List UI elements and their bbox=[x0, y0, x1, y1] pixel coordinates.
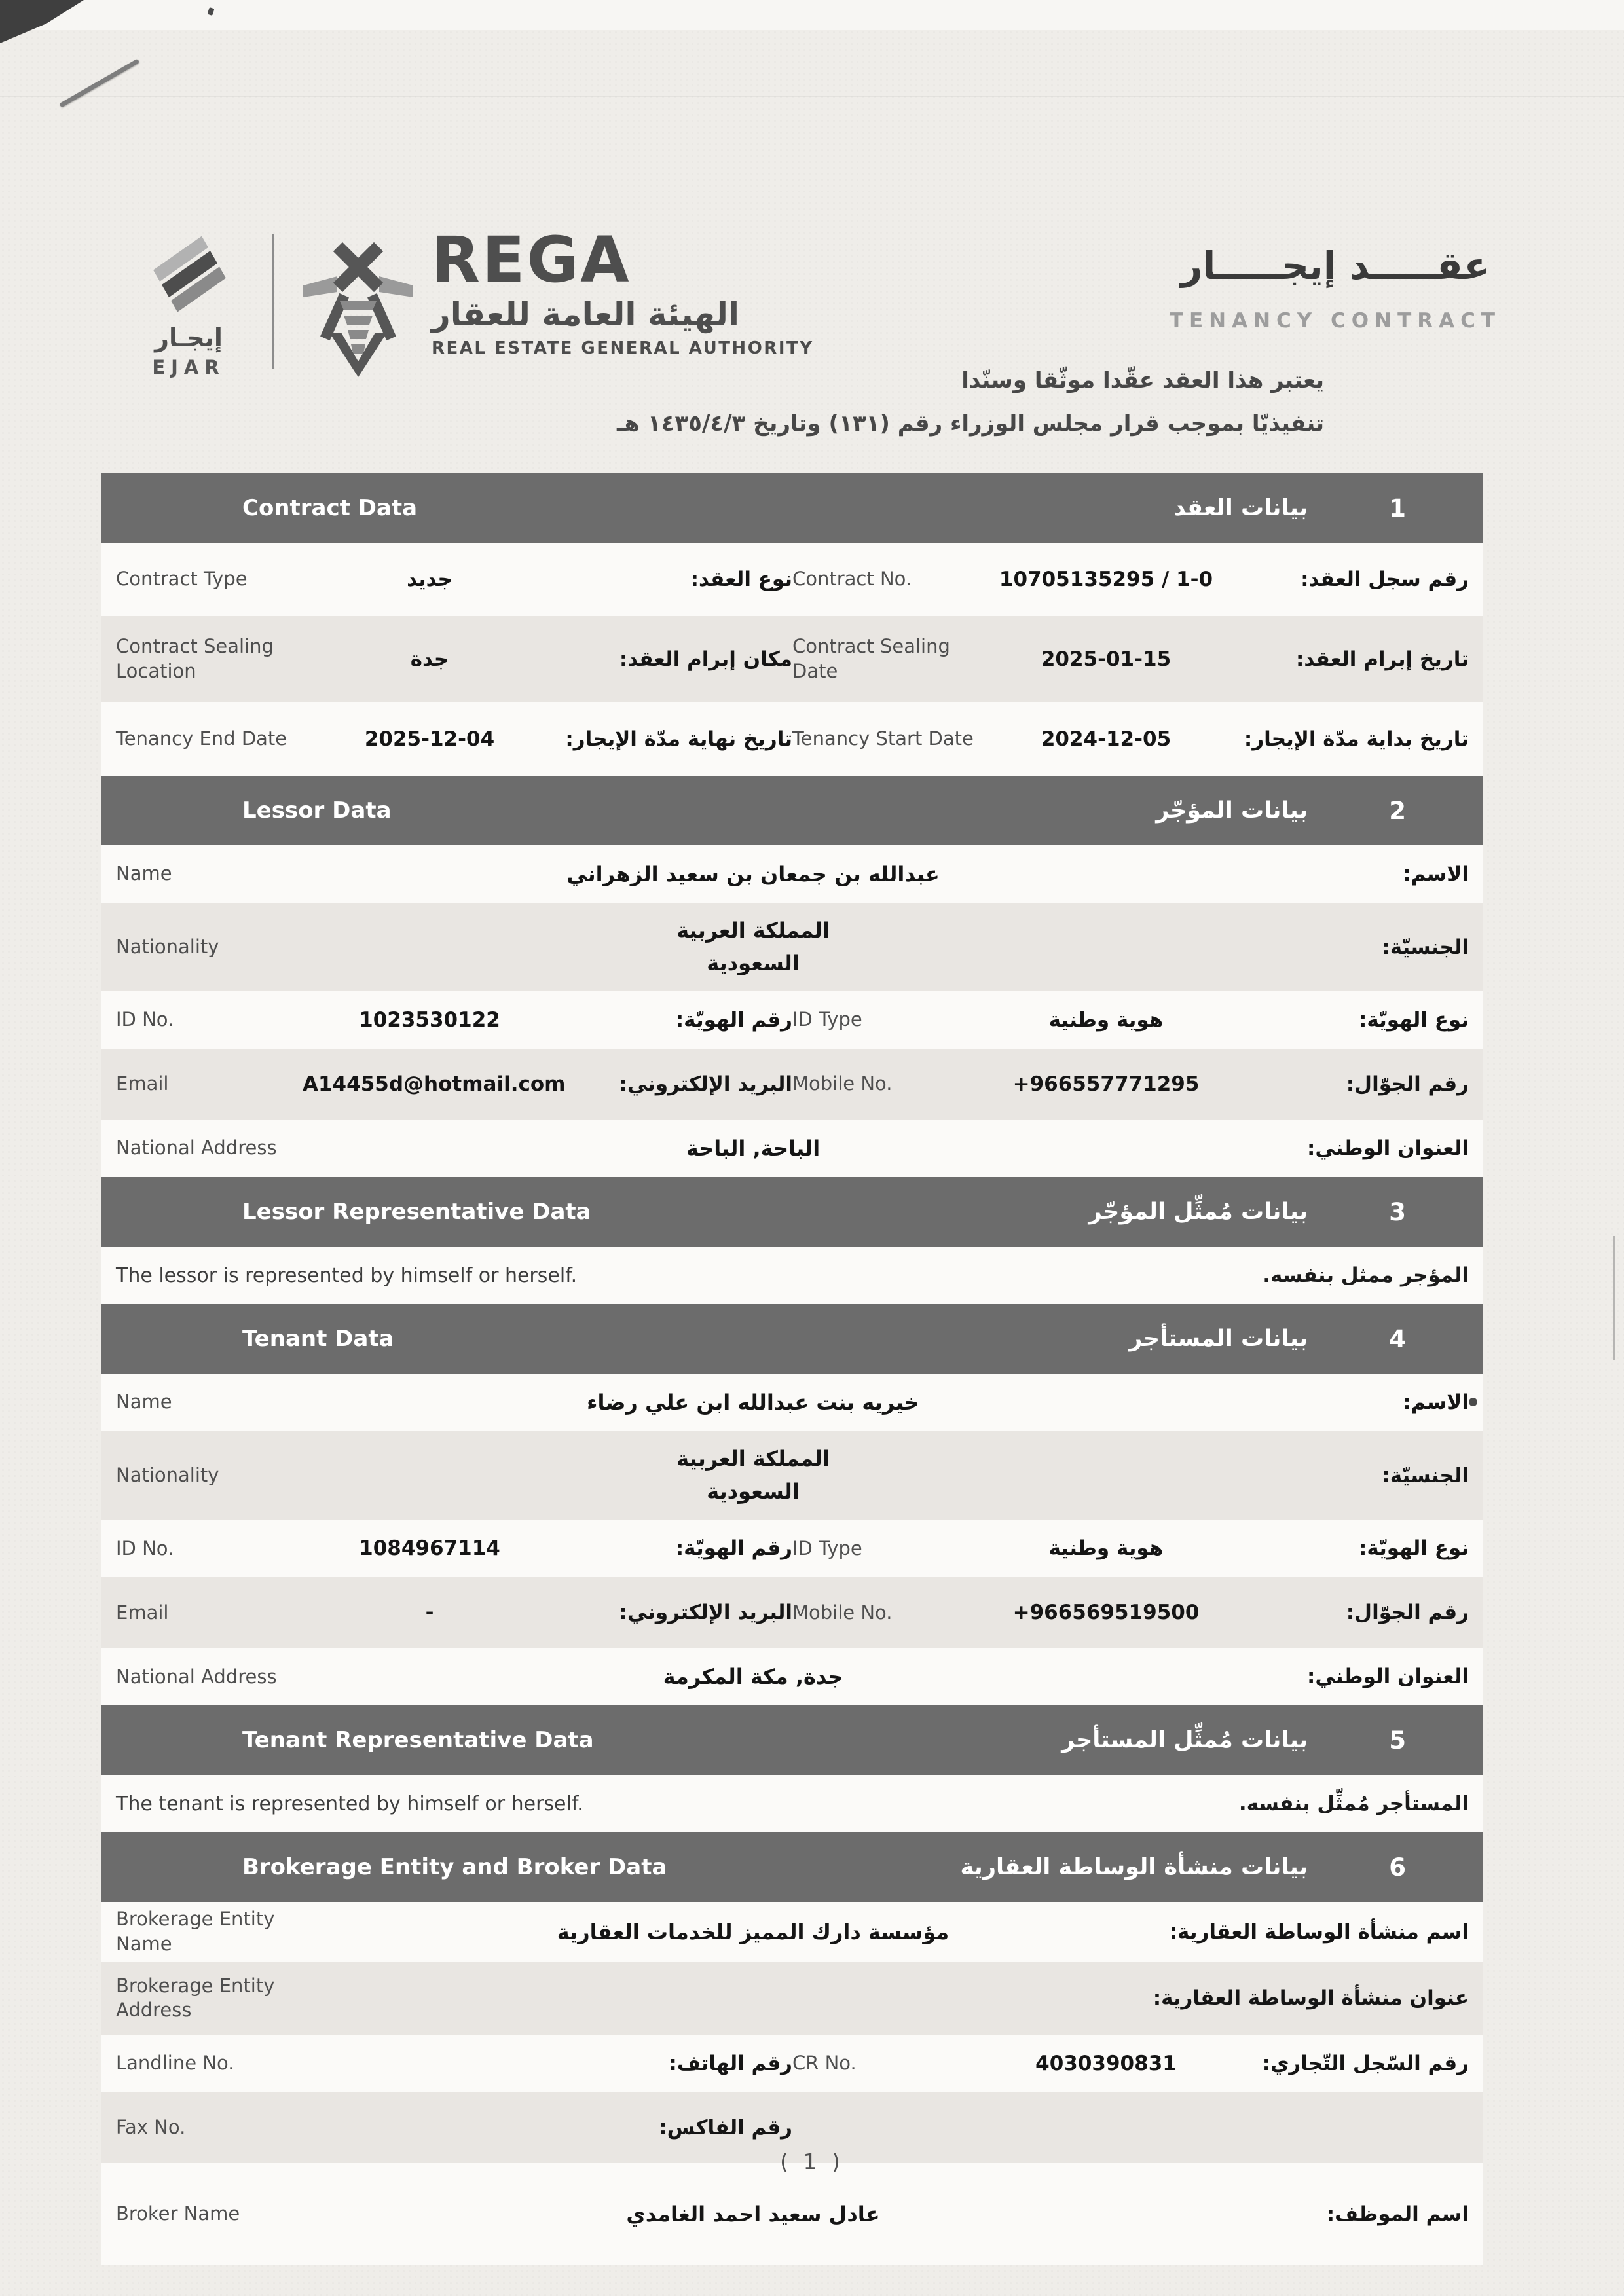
field-label-ar: نوع الهويّة: bbox=[1358, 1008, 1469, 1032]
table-row bbox=[101, 543, 1483, 616]
field-value: هوية وطنية bbox=[1048, 1008, 1164, 1032]
field-tenant-name bbox=[101, 1374, 1483, 1431]
document-title-latin: TENANCY CONTRACT bbox=[1169, 309, 1501, 333]
field-tenant-national-address bbox=[101, 1648, 1483, 1705]
section-title-en: Brokerage Entity and Broker Data bbox=[242, 1854, 667, 1881]
rega-wordmark: REGA bbox=[432, 223, 631, 297]
statement-ar: المؤجر ممثل بنفسه. bbox=[1263, 1264, 1469, 1288]
field-value: +966569519500 bbox=[1012, 1601, 1200, 1625]
field-label-en: Brokerage Entity Name bbox=[116, 1908, 275, 1956]
section-title-en: Tenant Representative Data bbox=[242, 1727, 594, 1754]
field-value: الباحة, الباحة bbox=[686, 1136, 821, 1161]
section-number: 1 bbox=[1389, 494, 1406, 522]
field-label-ar: البريد الإلكتروني: bbox=[619, 1601, 792, 1625]
table-row bbox=[101, 702, 1483, 776]
section-header bbox=[101, 1304, 1483, 1374]
section-header bbox=[101, 1832, 1483, 1902]
section-title-ar: بيانات المستأجر bbox=[1129, 1326, 1308, 1353]
intro-line-1: يعتبر هذا العقد عقّدا موثّقا وسنّدا bbox=[961, 367, 1324, 393]
section-title-ar: بيانات المؤجّر bbox=[1156, 797, 1308, 824]
field-label-en: Email bbox=[116, 1601, 169, 1624]
section-title-en: Lessor Representative Data bbox=[242, 1199, 591, 1226]
field-value: 2025-12-04 bbox=[364, 727, 495, 751]
field-label-ar: نوع العقد: bbox=[690, 568, 792, 591]
field-value: مؤسسة دارك المميز للخدمات العقارية bbox=[557, 1920, 950, 1945]
section-title-en: Tenant Data bbox=[242, 1326, 394, 1353]
field-label-ar: تاريخ بداية مدّة الإيجار: bbox=[1244, 727, 1469, 751]
section-title-ar: بيانات العقد bbox=[1173, 495, 1308, 521]
field-label-ar: مكان إبرام العقد: bbox=[619, 647, 792, 671]
field-value: 2025-01-15 bbox=[1041, 647, 1172, 671]
field-label-en: Tenancy Start Date bbox=[792, 727, 974, 750]
section-number: 2 bbox=[1389, 796, 1406, 825]
field-value: المملكة العربية السعودية bbox=[676, 1446, 830, 1504]
rega-emblem-icon bbox=[302, 230, 415, 380]
field-label-ar: رقم الهويّة: bbox=[675, 1008, 792, 1032]
statement-en: The lessor is represented by himself or herself. bbox=[116, 1264, 578, 1287]
representative-statement bbox=[101, 1775, 1483, 1832]
staple-mark bbox=[59, 58, 139, 107]
field-label-ar: رقم الجوّال: bbox=[1346, 1601, 1469, 1625]
field-label-en: Nationality bbox=[116, 1463, 219, 1486]
rega-name-latin: REAL ESTATE GENERAL AUTHORITY bbox=[432, 338, 814, 359]
field-lessor-nationality bbox=[101, 909, 1483, 985]
section-lessor-data bbox=[101, 776, 1483, 1177]
intro-statement bbox=[617, 359, 1324, 446]
field-sealing-location bbox=[116, 634, 792, 683]
field-label-ar: اسم منشأة الوساطة العقارية: bbox=[1169, 1920, 1469, 1944]
field-value: جدة bbox=[410, 647, 449, 671]
field-tenant-nationality bbox=[101, 1438, 1483, 1513]
field-label-ar: رقم السّجل التّجاري: bbox=[1262, 2052, 1469, 2076]
field-label-en: CR No. bbox=[792, 2052, 857, 2075]
scan-fold-line bbox=[0, 96, 1624, 97]
section-tenant-data bbox=[101, 1304, 1483, 1705]
field-label-ar: رقم الهويّة: bbox=[675, 1537, 792, 1561]
field-value: - bbox=[425, 1601, 434, 1625]
field-fax-number bbox=[116, 2115, 792, 2140]
field-label-en: Tenancy End Date bbox=[116, 727, 287, 750]
field-lessor-name bbox=[101, 845, 1483, 903]
ejar-wordmark-latin: EJAR bbox=[152, 356, 225, 378]
field-value: المملكة العربية السعودية bbox=[676, 918, 830, 975]
field-label-en: ID Type bbox=[792, 1008, 862, 1031]
section-header bbox=[101, 1177, 1483, 1247]
section-title-ar: بيانات مُمثِّل المؤجّر bbox=[1088, 1199, 1308, 1226]
field-label-en: Landline No. bbox=[116, 2052, 234, 2075]
scan-edge-mark bbox=[1613, 1236, 1615, 1360]
section-title-ar: بيانات منشأة الوساطة العقارية bbox=[960, 1854, 1308, 1881]
statement-en: The tenant is represented by himself or herself. bbox=[116, 1792, 583, 1815]
field-value: عبدالله بن جمعان بن سعيد الزهراني bbox=[566, 862, 940, 886]
ejar-logo bbox=[130, 230, 248, 378]
field-label-ar: رقم الهاتف: bbox=[669, 2052, 792, 2076]
field-brokerage-entity-address bbox=[101, 1969, 1483, 2028]
table-row bbox=[101, 991, 1483, 1049]
field-value: 2024-12-05 bbox=[1041, 727, 1172, 751]
field-label-ar: العنوان الوطني: bbox=[1306, 1137, 1469, 1161]
field-label-ar: الجنسيّة: bbox=[1382, 935, 1469, 959]
document-title-arabic: عقـــــد إيجـــــار bbox=[1180, 244, 1490, 288]
contract-table bbox=[101, 473, 1483, 2265]
header-logos bbox=[130, 223, 814, 380]
field-label-ar: الجنسيّة: bbox=[1382, 1463, 1469, 1487]
intro-line-2: تنفيذيّا بموجب قرار مجلس الوزراء رقم (١٣١) وتاريخ ١٤٣٥/٤/٣ هـ bbox=[616, 410, 1324, 437]
field-label-ar: تاريخ إبرام العقد: bbox=[1296, 647, 1469, 671]
representative-statement bbox=[101, 1247, 1483, 1304]
section-tenant-representative bbox=[101, 1705, 1483, 1832]
field-value: +966557771295 bbox=[1012, 1072, 1200, 1097]
field-contract-type bbox=[116, 567, 792, 592]
field-lessor-id-number bbox=[116, 1008, 792, 1032]
table-row bbox=[101, 2035, 1483, 2092]
field-tenancy-end-date bbox=[116, 727, 792, 752]
section-lessor-representative bbox=[101, 1177, 1483, 1304]
section-number: 6 bbox=[1389, 1853, 1406, 1882]
field-label-ar: العنوان الوطني: bbox=[1306, 1665, 1469, 1689]
field-lessor-email bbox=[116, 1072, 792, 1097]
field-label-en: National Address bbox=[116, 1137, 277, 1159]
field-tenant-id-number bbox=[116, 1537, 792, 1561]
field-label-en: Brokerage Entity Address bbox=[116, 1974, 275, 2022]
field-value: 1084967114 bbox=[359, 1537, 500, 1561]
ejar-chevrons-icon bbox=[150, 230, 227, 317]
field-label-ar: البريد الإلكتروني: bbox=[619, 1072, 792, 1097]
field-label-ar: تاريخ نهاية مدّة الإيجار: bbox=[565, 727, 792, 751]
scan-top-strip bbox=[0, 0, 1624, 30]
page-number: ( 1 ) bbox=[780, 2149, 844, 2174]
table-row bbox=[101, 1520, 1483, 1577]
section-number: 3 bbox=[1389, 1197, 1406, 1226]
section-title-ar: بيانات مُمثِّل المستأجر bbox=[1061, 1727, 1308, 1754]
section-contract-data bbox=[101, 473, 1483, 776]
field-label-ar: نوع الهويّة: bbox=[1358, 1537, 1469, 1561]
field-label-en: ID No. bbox=[116, 1008, 174, 1031]
section-title-en: Lessor Data bbox=[242, 797, 392, 824]
section-header bbox=[101, 776, 1483, 845]
table-row bbox=[101, 623, 1483, 696]
field-value: خيريه بنت عبدالله ابن علي رضاء bbox=[587, 1390, 919, 1415]
field-label-ar: الاسم: bbox=[1403, 862, 1469, 886]
field-label-ar: عنوان منشأة الوساطة العقارية: bbox=[1153, 1986, 1469, 2011]
field-broker-name bbox=[101, 2163, 1483, 2265]
section-header bbox=[101, 473, 1483, 543]
field-lessor-national-address bbox=[101, 1120, 1483, 1177]
field-label-en: Contract Type bbox=[116, 568, 248, 591]
field-value: جدة, مكة المكرمة bbox=[663, 1664, 843, 1690]
section-title-en: Contract Data bbox=[242, 495, 418, 521]
field-label-en: Broker Name bbox=[116, 2202, 240, 2225]
field-label-en: Name bbox=[116, 1391, 172, 1413]
field-tenant-mobile bbox=[792, 1601, 1469, 1626]
field-contract-number bbox=[792, 567, 1469, 592]
field-tenancy-start-date bbox=[792, 727, 1469, 752]
table-row bbox=[101, 1584, 1483, 1641]
field-label-ar: الاسم: bbox=[1403, 1391, 1469, 1415]
field-tenant-id-type bbox=[792, 1537, 1469, 1561]
field-landline-number bbox=[116, 2051, 792, 2076]
field-sealing-date bbox=[792, 634, 1469, 683]
field-label-en: Contract Sealing Date bbox=[792, 635, 950, 682]
field-label-en: ID Type bbox=[792, 1537, 862, 1559]
ejar-wordmark-arabic: إيجـار bbox=[155, 323, 223, 352]
field-label-ar: رقم الفاكس: bbox=[659, 2116, 792, 2140]
field-label-en: Contract Sealing Location bbox=[116, 635, 274, 682]
scan-speck-dot bbox=[1469, 1398, 1477, 1406]
field-label-en: Fax No. bbox=[116, 2116, 186, 2139]
table-row bbox=[101, 2099, 1483, 2157]
field-label-ar: رقم سجل العقد: bbox=[1301, 568, 1469, 591]
field-value: عادل سعيد احمد الغامدي bbox=[626, 2202, 880, 2227]
field-label-ar: رقم الجوّال: bbox=[1346, 1072, 1469, 1097]
field-value: هوية وطنية bbox=[1048, 1537, 1164, 1561]
field-label-en: Email bbox=[116, 1072, 169, 1095]
section-number: 4 bbox=[1389, 1324, 1406, 1353]
field-label-en: National Address bbox=[116, 1665, 277, 1688]
field-lessor-mobile bbox=[792, 1072, 1469, 1097]
field-value: A14455d@hotmail.com bbox=[303, 1072, 566, 1097]
field-tenant-email bbox=[116, 1601, 792, 1626]
field-label-en: Mobile No. bbox=[792, 1072, 893, 1095]
field-label-ar: اسم الموظف: bbox=[1326, 2202, 1469, 2227]
logo-divider bbox=[272, 234, 274, 369]
section-number: 5 bbox=[1389, 1726, 1406, 1755]
field-lessor-id-type bbox=[792, 1008, 1469, 1032]
table-row bbox=[101, 1055, 1483, 1113]
section-brokerage-data bbox=[101, 1832, 1483, 2265]
field-brokerage-entity-name bbox=[101, 1902, 1483, 1961]
field-label-en: Mobile No. bbox=[792, 1601, 893, 1624]
field-label-en: Name bbox=[116, 862, 172, 885]
rega-name-arabic: الهيئة العامة للعقار bbox=[432, 295, 740, 334]
field-cr-number bbox=[792, 2051, 1469, 2076]
statement-ar: المستأجر مُمثِّل بنفسه. bbox=[1238, 1792, 1469, 1816]
field-label-en: Nationality bbox=[116, 935, 219, 958]
field-value: 4030390831 bbox=[1035, 2052, 1177, 2076]
rega-logo bbox=[302, 223, 814, 380]
field-label-en: ID No. bbox=[116, 1537, 174, 1559]
document-title bbox=[1170, 244, 1501, 333]
field-label-en: Contract No. bbox=[792, 568, 912, 591]
section-header bbox=[101, 1705, 1483, 1775]
field-value: 1023530122 bbox=[359, 1008, 500, 1032]
field-value: جديد bbox=[407, 568, 452, 591]
field-value: 10705135295 / 1-0 bbox=[999, 568, 1213, 591]
